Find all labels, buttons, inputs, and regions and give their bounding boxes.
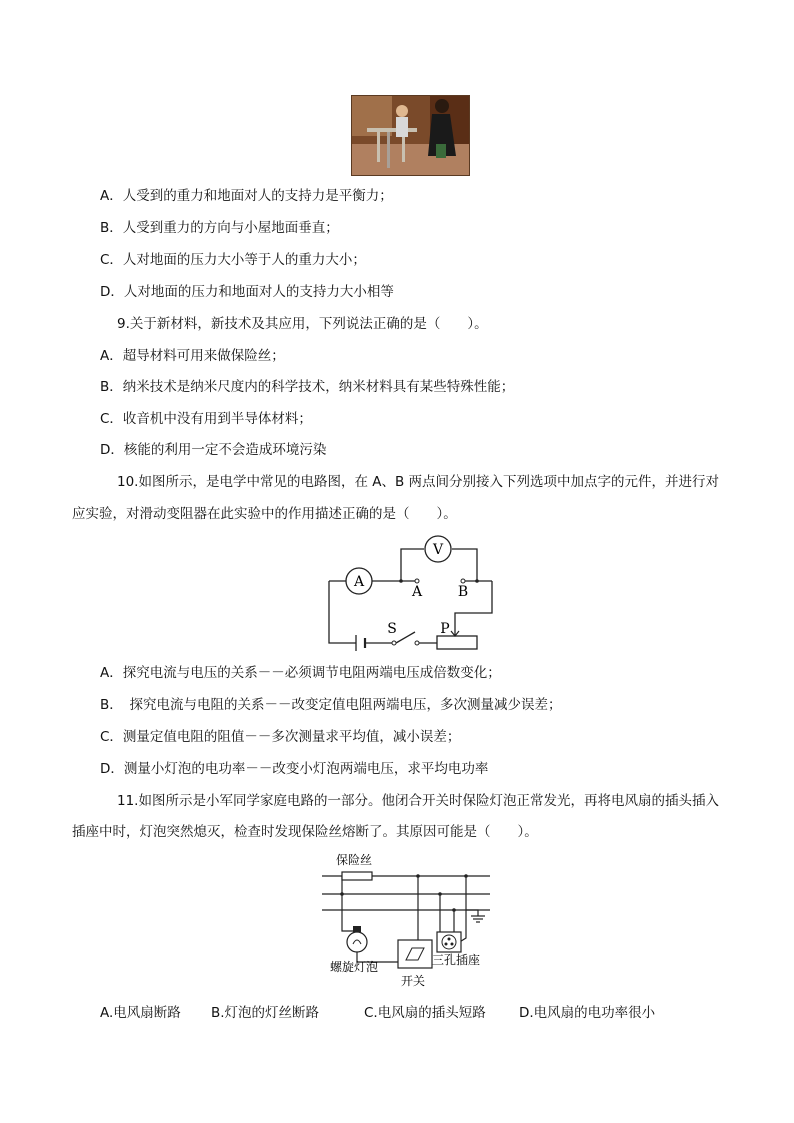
- q9-option-a: A．超导材料可用来做保险丝；: [100, 348, 285, 364]
- q9-option-b: B．纳米技术是纳米尺度内的科学技术，纳米材料具有某些特殊性能；: [100, 379, 515, 395]
- q10-option-a: A．探究电流与电压的关系－－必须调节电阻两端电压成倍数变化；: [100, 665, 501, 681]
- q10-stem-line1: 10.如图所示，是电学中常见的电路图，在 A、B 两点间分别接入下列选项中加点字的元件，并进行对: [117, 474, 720, 490]
- bulb-glass: [347, 932, 367, 952]
- q8-option-d: D．人对地面的压力和地面对人的支持力大小相等: [100, 284, 394, 300]
- socket-hole: [448, 938, 451, 941]
- junction-dot: [438, 892, 442, 896]
- junction-dot: [399, 579, 403, 583]
- switch-label: S: [387, 621, 397, 637]
- q11-option-c: C.电风扇的插头短路: [364, 1005, 486, 1021]
- socket-label: 三孔插座: [432, 953, 481, 967]
- q9-stem: 9.关于新材料，新技术及其应用，下列说法正确的是（ ）。: [117, 316, 488, 332]
- q11-option-d: D.电风扇的电功率很小: [519, 1005, 656, 1021]
- terminal-b: [461, 579, 465, 583]
- switch-terminal: [392, 641, 396, 645]
- socket-face: [442, 935, 456, 949]
- socket-hole: [451, 943, 454, 946]
- junction-dot: [452, 908, 456, 912]
- point-b-label: B: [457, 584, 469, 600]
- q10-circuit-diagram: [320, 532, 500, 654]
- q8-option-b: B．人受到重力的方向与小屋地面垂直；: [100, 220, 339, 236]
- bulb-label: 螺旋灯泡: [330, 960, 379, 974]
- photo-illustration: [352, 96, 469, 175]
- q10-option-d: D．测量小灯泡的电功率－－改变小灯泡两端电压，求平均电功率: [100, 761, 489, 777]
- q11-stem-line2: 插座中时，灯泡突然熄灭，检查时发现保险丝熔断了。其原因可能是（ ）。: [72, 824, 538, 840]
- q10-stem-line2: 应实验，对滑动变阻器在此实验中的作用描述正确的是（ ）。: [72, 506, 457, 522]
- junction-dot: [475, 579, 479, 583]
- junction-dot: [416, 874, 420, 878]
- switch-box: [398, 940, 432, 968]
- q11-household-circuit: [320, 848, 500, 988]
- switch-label: 开关: [401, 974, 426, 988]
- q10-option-b: B． 探究电流与电阻的关系－－改变定值电阻两端电压，多次测量减少误差；: [100, 697, 562, 713]
- ammeter-label: A: [353, 574, 365, 590]
- switch-terminal: [415, 641, 419, 645]
- voltmeter-label: V: [432, 542, 444, 558]
- q8-photo: [351, 95, 470, 176]
- slider-label: P: [440, 621, 450, 637]
- fuse-box: [342, 872, 372, 880]
- point-a-label: A: [411, 584, 423, 600]
- q9-option-c: C．收音机中没有用到半导体材料；: [100, 411, 312, 427]
- socket-hole: [445, 943, 448, 946]
- q10-option-c: C．测量定值电阻的阻值－－多次测量求平均值，减小误差；: [100, 729, 461, 745]
- q9-option-d: D．核能的利用一定不会造成环境污染: [100, 442, 327, 458]
- q11-option-b: B.灯泡的灯丝断路: [211, 1005, 320, 1021]
- fuse-label: 保险丝: [336, 853, 373, 867]
- bulb-base: [353, 926, 361, 932]
- q8-option-a: A．人受到的重力和地面对人的支持力是平衡力；: [100, 188, 393, 204]
- terminal-a: [415, 579, 419, 583]
- q11-option-a: A.电风扇断路: [100, 1005, 181, 1021]
- junction-dot: [340, 892, 344, 896]
- junction-dot: [464, 874, 468, 878]
- q8-option-c: C．人对地面的压力大小等于人的重力大小；: [100, 252, 366, 268]
- q11-stem-line1: 11.如图所示是小军同学家庭电路的一部分。他闭合开关时保险灯泡正常发光，再将电风扇的插头插入: [117, 793, 719, 809]
